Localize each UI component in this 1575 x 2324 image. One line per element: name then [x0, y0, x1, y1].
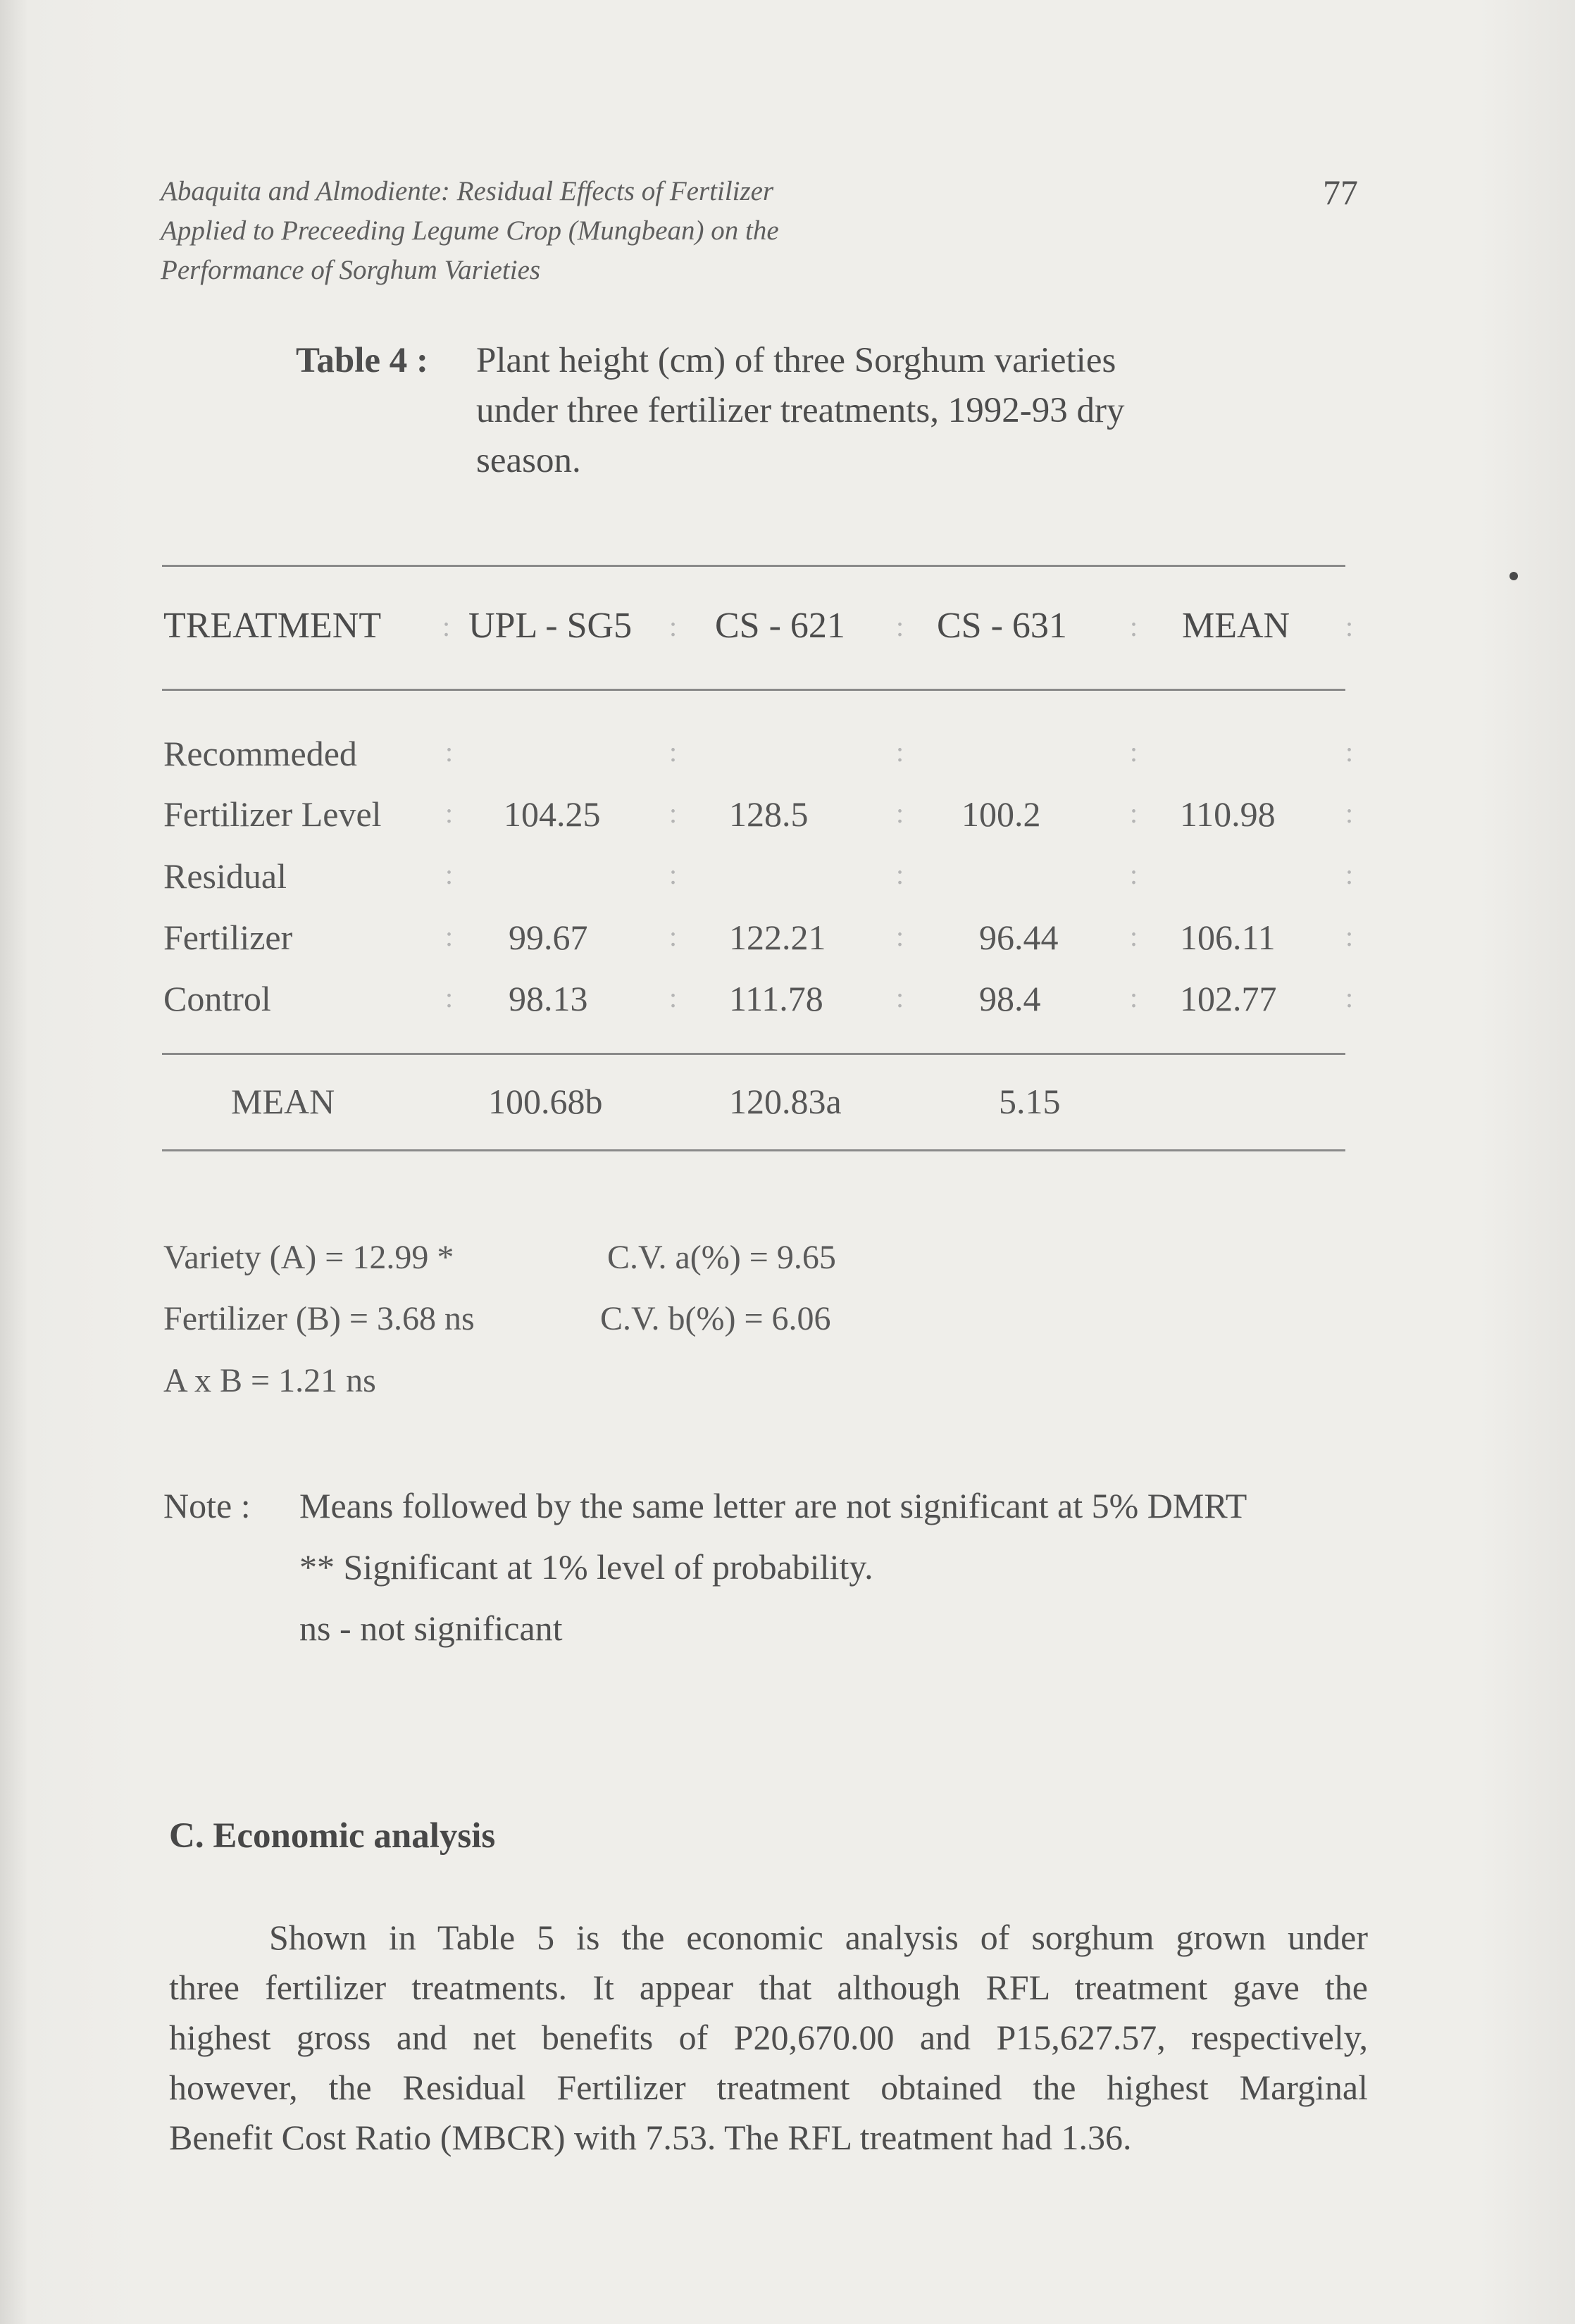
row-label: Control: [163, 979, 271, 1018]
header-upl-sg5: UPL - SG5: [468, 606, 633, 646]
table-header-rule: [162, 689, 1345, 691]
cell-cs-631: 96.44: [979, 918, 1059, 957]
table-caption-line-3: season.: [476, 441, 581, 480]
cell-cs-621: 122.21: [729, 918, 826, 957]
cell-cs-621: 111.78: [729, 979, 823, 1018]
paragraph-line-4: however, the Residual Fertilizer treatment obtained the highest Marginal: [169, 2068, 1368, 2107]
cell-mean: 102.77: [1180, 979, 1277, 1018]
row-label: Recommeded: [163, 734, 357, 773]
mean-cs-621: 120.83a: [729, 1082, 842, 1121]
mean-upl-sg5: 100.68b: [488, 1082, 603, 1121]
note-line-2: ** Significant at 1% level of probability.: [299, 1547, 873, 1587]
stat-variety: Variety (A) = 12.99 *: [163, 1239, 454, 1276]
table-bottom-rule: [162, 1149, 1345, 1151]
cell-upl-sg5: 99.67: [509, 918, 588, 957]
stat-cv-b: C.V. b(%) = 6.06: [600, 1300, 831, 1337]
mean-cs-631: 5.15: [999, 1082, 1061, 1121]
table-caption-line-2: under three fertilizer treatments, 1992-93 dry: [476, 391, 1125, 430]
cell-cs-631: 100.2: [961, 794, 1041, 834]
row-label: Residual: [163, 856, 287, 896]
header-treatment: TREATMENT: [163, 606, 382, 646]
table-body-rule: [162, 1053, 1345, 1055]
mean-row-label: MEAN: [231, 1082, 335, 1121]
header-mean: MEAN: [1182, 606, 1290, 646]
table-caption-label: Table 4 :: [296, 341, 428, 380]
row-label: Fertilizer Level: [163, 794, 382, 834]
cell-mean: 106.11: [1180, 918, 1276, 957]
stat-fertilizer: Fertilizer (B) = 3.68 ns: [163, 1300, 475, 1337]
ink-speck: [1509, 572, 1518, 580]
note-line-1: Means followed by the same letter are not significant at 5% DMRT: [299, 1486, 1247, 1525]
cell-upl-sg5: 104.25: [504, 794, 601, 834]
paragraph-line-1: Shown in Table 5 is the economic analysis of sorghum grown under: [269, 1918, 1368, 1957]
running-head-line-3: Performance of Sorghum Varieties: [161, 255, 541, 285]
running-head-line-2: Applied to Preceeding Legume Crop (Mungbean) on the: [161, 215, 779, 246]
note-line-3: ns - not significant: [299, 1608, 563, 1648]
stat-interaction: A x B = 1.21 ns: [163, 1362, 376, 1399]
cell-cs-621: 128.5: [729, 794, 809, 834]
document-page: Abaquita and Almodiente: Residual Effects of Fertilizer Applied to Preceeding Legume Crop (Mungbean) on the Performance of Sorghum Varieties 77 Table 4 : Plant height (cm) of three Sorghum varieties under three fertilizer treatments, 1992-93 dry season. TREATMENT UPL - SG5 CS - 621 CS - 631 MEAN Recommeded Fertilizer Level 104.25 128.5 100.2 110.98 Residual Fertilizer 99.67 122.21 96.44 106.11 Control 98.13 111.78 98.4 102.77 MEAN 100.68b 120.83a 5.15 : : : : : : : : : : : : : : : : : : : : : : : : : : : : : : Variety (A) = 12.99 * Fertilizer (B) = 3.68 ns A x B = 1.21 ns C.V. a(%) = 9.65 C.V. b(%) = 6.06 Note : Means followed by the same letter are not significant at 5% DMRT ** Significant at 1% level of probability. ns - not significant C. Economic analysis Shown in Table 5 is the economic analysis of sorghum grown under three fertilizer treatments. It appear that although RFL treatment gave the highest gross and net benefits of P20,670.00 and P15,627.57, respectively, however, the Residual Fertilizer treatment obtained the highest Marginal Benefit Cost Ratio (MBCR) with 7.53. The RFL treatment had 1.36.: [0, 0, 1575, 2324]
header-cs-621: CS - 621: [715, 606, 845, 646]
table-top-rule: [162, 565, 1345, 567]
header-cs-631: CS - 631: [937, 606, 1067, 646]
paragraph-line-5: Benefit Cost Ratio (MBCR) with 7.53. The RFL treatment had 1.36.: [169, 2118, 1132, 2157]
paragraph-line-2: three fertilizer treatments. It appear that although RFL treatment gave the: [169, 1968, 1368, 2007]
section-heading: C. Economic analysis: [169, 1816, 496, 1856]
running-head-line-1: Abaquita and Almodiente: Residual Effects of Fertilizer: [161, 176, 774, 206]
cell-upl-sg5: 98.13: [509, 979, 588, 1018]
table-caption-line-1: Plant height (cm) of three Sorghum varieties: [476, 341, 1116, 380]
page-number: 77: [1323, 173, 1358, 212]
note-label: Note :: [163, 1486, 251, 1525]
row-label: Fertilizer: [163, 918, 293, 957]
cell-cs-631: 98.4: [979, 979, 1041, 1018]
cell-mean: 110.98: [1180, 794, 1276, 834]
paragraph-line-3: highest gross and net benefits of P20,670.00 and P15,627.57, respectively,: [169, 2018, 1368, 2057]
stat-cv-a: C.V. a(%) = 9.65: [607, 1239, 836, 1276]
